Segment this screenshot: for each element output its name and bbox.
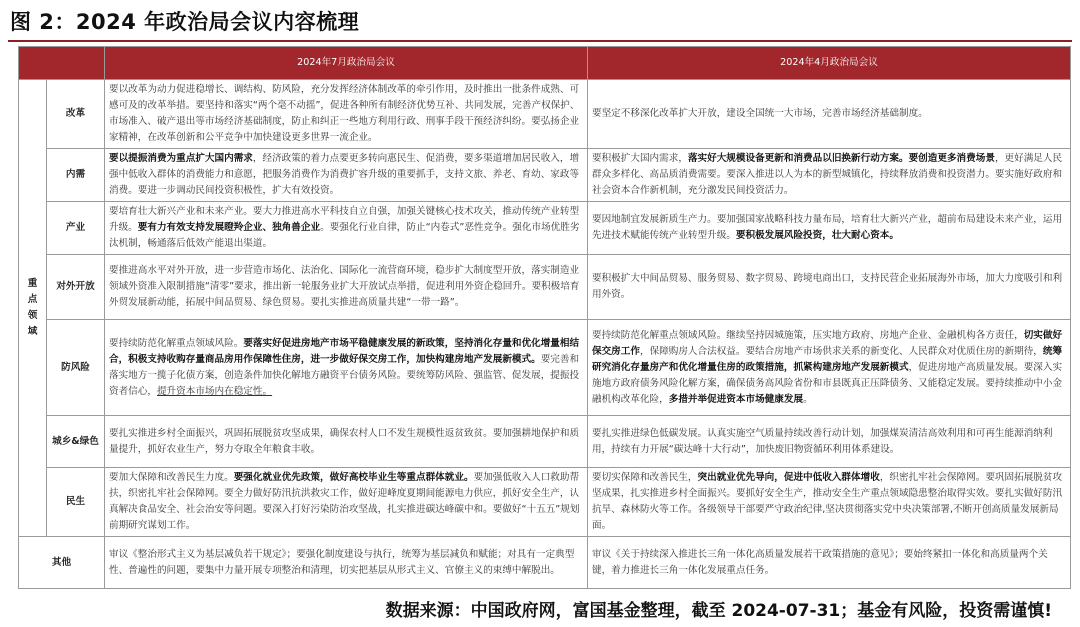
emphasized-text: 统筹研究消化存量房产和优化增量住房的政策措施，抓紧构建房地产发展新模式 (592, 345, 1063, 373)
body-text: 要坚定不移深化改革扩大开放，建设全国统一大市场，完善市场经济基础制度。 (592, 108, 928, 119)
emphasized-text: 要有力有效支持发展瞪羚企业、独角兽企业 (137, 222, 321, 233)
april-content-cell (588, 468, 1071, 537)
category-cell: 民生 (47, 468, 105, 537)
source-footer: 数据来源：中国政府网，富国基金整理，截至 2024-07-31；基金有风险，投资需谨慎! (385, 601, 1052, 621)
body-text: 。 (803, 393, 813, 405)
category-cell: 对外开放 (47, 255, 105, 320)
body-text: 要持续防范化解重点领域风险。继续坚持因城施策，压实地方政府、房地产企业、金融机构各方责任， (592, 329, 1024, 341)
category-cell: 产业 (47, 202, 105, 255)
table-row-other (19, 537, 1071, 589)
header-july-meeting: 2024年7月政治局会议 (105, 47, 588, 80)
april-content-cell (588, 202, 1071, 255)
table-row (19, 468, 1071, 537)
body-text: 要培育壮大新兴产业和未来产业。要大力推进高水平科技自立自强，加强关键核心技术攻关，推动传统产业转型升级。 (109, 206, 580, 233)
table-row (19, 416, 1071, 468)
body-text: ，经济政策的着力点要更多转向惠民生、促消费，要多渠道增加居民收入，增强中低收入群体的消费能力和意愿，把服务消费作为消费扩容升级的重要抓手，支持文旅、养老、育幼、家政等消费。要进一步调动民间投资积极性，扩大有效投资。 (109, 153, 580, 196)
emphasized-text: 要积极发展风险投资，壮大耐心资本。 (735, 230, 899, 241)
body-text: 要扎实推进乡村全面振兴，巩固拓展脱贫攻坚成果，确保农村人口不发生规模性返贫致贫。要加强耕地保护和质量提升，抓好农业生产，努力夺取全年粮食丰收。 (109, 427, 580, 455)
april-content-cell: 审议《关于持续深入推进长三角一体化高质量发展若干政策措施的意见》；要始终紧扣一体化和高质量两个关键，着力推进长三角一体化发展重点任务。 (588, 537, 1071, 589)
april-content-cell (588, 320, 1071, 416)
body-text: ，织密扎牢社会保障网。要巩固拓展脱贫攻坚成果，扎实推进乡村全面振兴。要抓好安全生产，推动安全生产重点领域隐患整治取得实效。要扎实做好防汛抗旱、森林防火等工作。各级领导干部要严守政治纪律,坚决贯彻落实党中央决策部署,不断开创高质量发展新局面。 (592, 472, 1063, 531)
table-body (19, 80, 1071, 589)
body-text: 要持续防范化解重点领域风险。 (109, 337, 244, 349)
july-content-cell (105, 416, 588, 468)
emphasized-text: 要强化就业优先政策，做好高校毕业生等重点群体就业。 (233, 472, 474, 483)
group-label-char: 点 (27, 294, 38, 305)
april-content-cell (588, 149, 1071, 202)
figure-title: 图 2：2024 年政治局会议内容梳理 (10, 10, 360, 34)
table-row (19, 320, 1071, 416)
category-cell: 内需 (47, 149, 105, 202)
april-content-cell (588, 80, 1071, 149)
group-label-char: 重 (27, 278, 38, 289)
header-corner (19, 47, 105, 80)
july-content-cell: 审议《整治形式主义为基层减负若干规定》；要强化制度建设与执行，统筹为基层减负和赋能；对具有一定典型性、普遍性的问题，要集中力量开展专项整治和清理，切实把基层从形式主义、官僚主义的束缚中解脱出。 (105, 537, 588, 589)
body-text: ，保障购房人合法权益。要结合房地产市场供求关系的新变化、人民群众对优质住房的新期待， (639, 345, 1043, 357)
body-text: 要以改革为动力促进稳增长、调结构、防风险，充分发挥经济体制改革的牵引作用，及时推出一批条件成熟、可感可及的改革举措。要坚持和落实“两个毫不动摇”，促进各种所有制经济优势互补、共同发展，完善产权保护、市场准入、破产退出等市场经济基础制度，防止和纠正一些地方利用行政、刑事手段干预经济纠纷。要弘扬企业家精神，在改革创新和公平竞争中加快建设更多世界一流企业。 (109, 84, 580, 143)
april-content-cell (588, 416, 1071, 468)
july-content-cell (105, 255, 588, 320)
body-text: 要积极扩大国内需求， (592, 153, 688, 164)
group-label-key-areas (19, 80, 47, 537)
body-text: ，促进房地产高质量发展。要深入实施地方政府债务风险化解方案，确保债务高风险省份和市县既真正压降债务、又能稳定发展。要持续推动中小金融机构改革化险， (592, 361, 1063, 405)
table-header-row (19, 47, 1071, 80)
category-cell: 改革 (47, 80, 105, 149)
july-content-cell (105, 202, 588, 255)
body-text: 要完善和落实地方一揽子化债方案，创造条件加快化解地方融资平台债务风险。要统筹防风险、强监管、促发展，提振投资者信心， (109, 353, 580, 397)
body-text: 要因地制宜发展新质生产力。要加强国家战略科技力量布局，培育壮大新兴产业，超前布局建设未来产业，运用先进技术赋能传统产业转型升级。 (592, 214, 1063, 241)
category-cell: 城乡&绿色 (47, 416, 105, 468)
body-text: ，更好满足人民群众多样化、高品质消费需要。要深入推进以人为本的新型城镇化，持续释放消费和投资潜力。要实施好政府和社会资本合作新机制，充分激发民间投资活力。 (592, 153, 1063, 196)
july-content-cell (105, 468, 588, 537)
policy-summary-table (18, 46, 1071, 589)
group-label-char: 域 (27, 326, 38, 337)
body-text: 要积极扩大中间品贸易、服务贸易、数字贸易、跨境电商出口，支持民营企业拓展海外市场，加大力度吸引和利用外资。 (592, 273, 1063, 300)
emphasized-text: 切实做好保交房工作 (592, 329, 1063, 357)
table-row (19, 80, 1071, 149)
emphasized-text: 要以提振消费为重点扩大国内需求 (109, 153, 253, 164)
emphasized-text: 突出就业优先导向，促进中低收入群体增收 (697, 472, 880, 483)
header-april-meeting: 2024年4月政治局会议 (588, 47, 1071, 80)
body-text: 要扎实推进绿色低碳发展。认真实施空气质量持续改善行动计划，加强煤炭清洁高效利用和可再生能源消纳利用，持续有力开展“碳达峰十大行动”，加快废旧物资循环利用体系建设。 (592, 427, 1053, 455)
category-cell-other: 其他 (19, 537, 105, 589)
group-label-char: 领 (27, 310, 38, 321)
body-text: 要加强低收入人口救助帮扶，织密扎牢社会保障网。要全力做好防汛抗洪救灾工作，做好迎峰度夏期间能源电力供应，抓好安全生产，认真解决食品安全、社会治安等问题。要深入打好污染防治攻坚战，扎实推进碳达峰碳中和。要做好“十五五”规划前期研究谋划工作。 (109, 472, 580, 531)
underlined-text: 提升资本市场内在稳定性。 (156, 385, 273, 397)
body-text: 要推进高水平对外开放，进一步营造市场化、法治化、国际化一流营商环境，稳步扩大制度型开放，落实制造业领域外资准入限制措施“清零”要求，推出新一轮服务业扩大开放试点举措，促进利用外资企稳回升。要积极培育外贸发展新动能，拓展中间品贸易、绿色贸易。要扎实推进高质量共建“一带一路”。 (109, 265, 580, 308)
title-divider (8, 40, 1072, 42)
table-row (19, 149, 1071, 202)
table-row (19, 202, 1071, 255)
emphasized-text: 落实好大规模设备更新和消费品以旧换新行动方案。要创造更多消费场景 (687, 153, 995, 164)
april-content-cell (588, 255, 1071, 320)
category-cell: 防风险 (47, 320, 105, 416)
emphasized-text: 要落实好促进房地产市场平稳健康发展的新政策，坚持消化存量和优化增量相结合，积极支持收购存量商品房用作保障性住房，进一步做好保交房工作，加快构建房地产发展新模式。 (109, 337, 580, 365)
july-content-cell (105, 80, 588, 149)
body-text: 要切实保障和改善民生， (592, 472, 698, 483)
emphasized-text: 多措并举促进资本市场健康发展 (668, 393, 804, 405)
table-row (19, 255, 1071, 320)
body-text: 要加大保障和改善民生力度。 (109, 472, 234, 483)
july-content-cell (105, 149, 588, 202)
body-text: 。要强化行业自律，防止“内卷式”恶性竞争。强化市场优胜劣汰机制，畅通落后低效产能退出渠道。 (109, 222, 580, 249)
july-content-cell (105, 320, 588, 416)
